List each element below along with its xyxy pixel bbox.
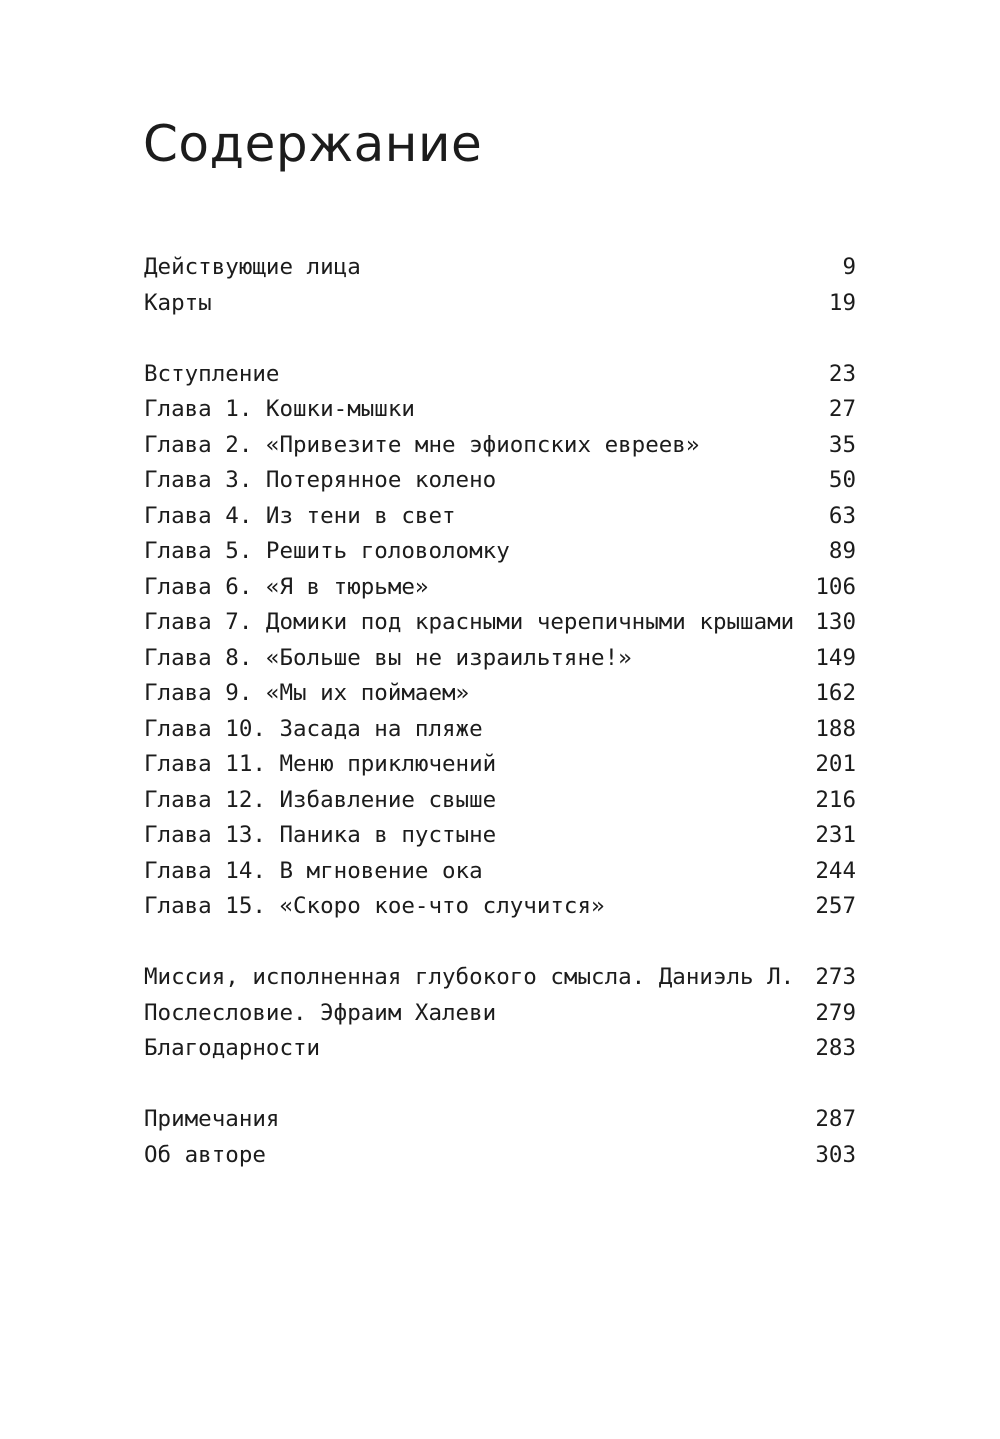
toc-entry-label: Об авторе — [144, 1141, 266, 1168]
toc-entry-label: Глава 14. В мгновение ока — [144, 857, 483, 884]
toc-entry-page-number: 35 — [828, 431, 856, 458]
toc-entry[interactable] — [144, 712, 856, 748]
toc-entry-page-number: 106 — [815, 573, 856, 600]
toc-entry[interactable] — [144, 676, 856, 712]
toc-entry[interactable] — [144, 818, 856, 854]
toc-entry-page-number: 283 — [815, 1035, 856, 1061]
toc-entry-page-number: 188 — [815, 715, 856, 742]
toc-entry-label: Глава 12. Избавление свыше — [144, 786, 497, 813]
toc-entry-page-number: 89 — [828, 538, 856, 564]
toc-entry-label: Глава 6. «Я в тюрьме» — [144, 573, 429, 600]
toc-entry-label: Примечания — [144, 1106, 280, 1132]
toc-entry-page-number: 19 — [828, 289, 856, 316]
toc-entry-label: Глава 13. Паника в пустыне — [144, 822, 497, 848]
toc-entry[interactable] — [144, 1031, 856, 1067]
toc-entry-label: Глава 8. «Больше вы не израильтяне!» — [144, 644, 632, 671]
toc-entry-label: Глава 7. Домики под красными черепичными крышами — [144, 609, 795, 635]
toc-entry-label: Глава 5. Решить головоломку — [144, 538, 510, 564]
toc-entry-label: Глава 15. «Скоро кое-что случится» — [144, 893, 605, 919]
toc-entry-page-number: 9 — [842, 254, 856, 280]
toc-entry-label: Благодарности — [144, 1035, 321, 1061]
toc-entry-page-number: 23 — [828, 360, 856, 387]
toc-entry-page-number: 50 — [828, 467, 856, 493]
toc-entry-page-number: 130 — [815, 609, 856, 635]
toc-entry-label: Карты — [144, 289, 212, 316]
toc-entry[interactable] — [144, 286, 856, 322]
toc-entry-page-number: 287 — [815, 1106, 856, 1132]
toc-section — [144, 1102, 856, 1173]
toc-section — [144, 250, 856, 321]
toc-entry-label: Послесловие. Эфраим Халеви — [144, 999, 497, 1026]
toc-entry[interactable] — [144, 854, 856, 890]
toc-entry-label: Глава 4. Из тени в свет — [144, 502, 456, 529]
toc-entry-label: Глава 2. «Привезите мне эфиопских евреев» — [144, 431, 700, 458]
toc-entry-label: Глава 1. Кошки-мышки — [144, 396, 415, 422]
toc-entry-page-number: 63 — [828, 502, 856, 529]
toc-entry-label: Глава 3. Потерянное колено — [144, 467, 497, 493]
toc-entry[interactable] — [144, 783, 856, 819]
toc-entry[interactable] — [144, 889, 856, 925]
toc-entry-page-number: 27 — [828, 396, 856, 422]
toc-entry[interactable] — [144, 534, 856, 570]
toc-entry-label: Глава 9. «Мы их поймаем» — [144, 680, 470, 706]
toc-entry[interactable] — [144, 570, 856, 606]
table-of-contents — [144, 250, 856, 1209]
toc-entry-page-number: 231 — [815, 822, 856, 848]
toc-entry-page-number: 303 — [815, 1141, 856, 1168]
toc-entry-page-number: 279 — [815, 999, 856, 1026]
toc-entry[interactable] — [144, 641, 856, 677]
toc-section — [144, 357, 856, 925]
toc-entry-page-number: 257 — [815, 893, 856, 919]
toc-entry-label: Глава 10. Засада на пляже — [144, 715, 483, 742]
toc-entry[interactable] — [144, 1102, 856, 1138]
toc-entry-label: Вступление — [144, 360, 280, 387]
toc-entry[interactable] — [144, 996, 856, 1032]
toc-entry-label: Миссия, исполненная глубокого смысла. Даниэль Л. — [144, 964, 795, 990]
toc-entry-label: Действующие лица — [144, 254, 361, 280]
toc-entry[interactable] — [144, 250, 856, 286]
toc-entry-page-number: 201 — [815, 751, 856, 777]
toc-entry[interactable] — [144, 960, 856, 996]
toc-entry[interactable] — [144, 428, 856, 464]
toc-entry-page-number: 162 — [815, 680, 856, 706]
toc-entry[interactable] — [144, 499, 856, 535]
toc-entry-page-number: 216 — [815, 786, 856, 813]
toc-entry[interactable] — [144, 392, 856, 428]
toc-section — [144, 960, 856, 1067]
toc-entry[interactable] — [144, 463, 856, 499]
toc-entry[interactable] — [144, 747, 856, 783]
toc-entry[interactable] — [144, 605, 856, 641]
toc-entry-page-number: 244 — [815, 857, 856, 884]
toc-entry-page-number: 273 — [815, 964, 856, 990]
toc-entry-label: Глава 11. Меню приключений — [144, 751, 497, 777]
toc-entry[interactable] — [144, 357, 856, 393]
toc-entry[interactable] — [144, 1138, 856, 1174]
toc-entry-page-number: 149 — [815, 644, 856, 671]
page-title: Содержание — [143, 115, 483, 173]
